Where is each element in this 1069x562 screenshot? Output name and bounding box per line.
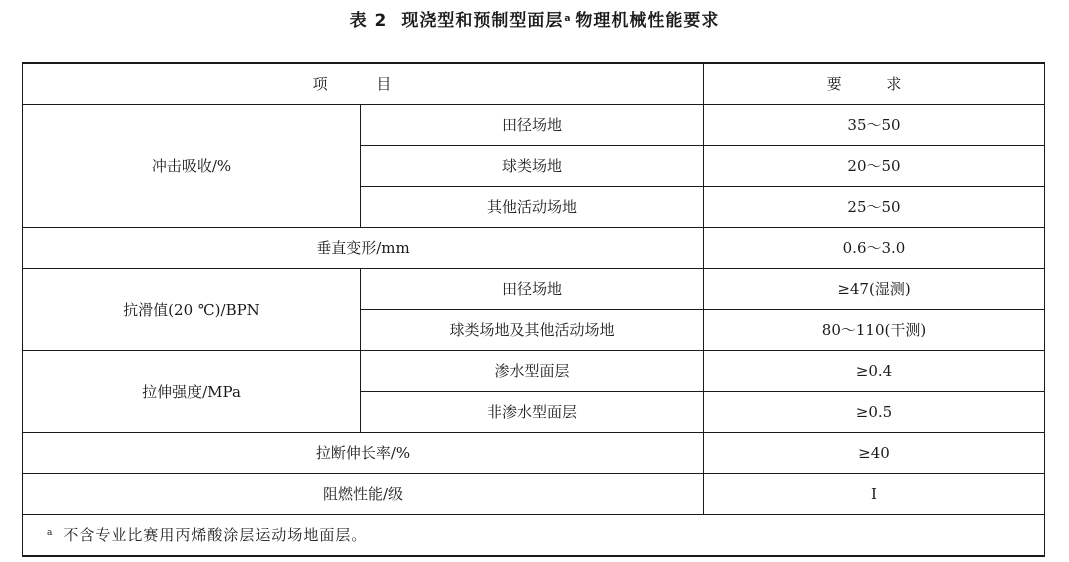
slip-value: ≥47(湿测) <box>704 269 1045 310</box>
table-row <box>23 474 1045 515</box>
impact-sub-label: 田径场地 <box>361 105 704 146</box>
flame-label: 阻燃性能/级 <box>23 474 704 515</box>
impact-value: 25～50 <box>704 187 1045 228</box>
header-requirement: 要 求 <box>704 63 1045 105</box>
tensile-value: ≥0.4 <box>704 351 1045 392</box>
table-row <box>23 351 1045 392</box>
footnote-text: 不含专业比赛用丙烯酸涂层运动场地面层。 <box>63 526 368 544</box>
impact-value: 35～50 <box>704 105 1045 146</box>
footnote-marker: a <box>47 528 54 538</box>
elongation-label: 拉断伸长率/% <box>23 433 704 474</box>
tensile-value: ≥0.5 <box>704 392 1045 433</box>
slip-value: 80～110(干测) <box>704 310 1045 351</box>
tensile-sub-label: 非渗水型面层 <box>361 392 704 433</box>
impact-sub-label: 其他活动场地 <box>361 187 704 228</box>
footnote <box>23 515 1045 557</box>
header-item: 项 目 <box>23 63 704 105</box>
table-row <box>23 433 1045 474</box>
deformation-label: 垂直变形/mm <box>23 228 704 269</box>
table-number: 表 2 <box>349 11 388 31</box>
slip-sub-label: 球类场地及其他活动场地 <box>361 310 704 351</box>
deformation-value: 0.6～3.0 <box>704 228 1045 269</box>
tensile-sub-label: 渗水型面层 <box>361 351 704 392</box>
footnote-row <box>23 515 1045 557</box>
caption-footnote-marker: a <box>564 14 572 24</box>
table-title-suffix: 物理机械性能要求 <box>575 11 720 31</box>
table-row <box>23 269 1045 310</box>
elongation-value: ≥40 <box>704 433 1045 474</box>
table-row <box>23 105 1045 146</box>
table-title: 现浇型和预制型面层 <box>401 11 564 31</box>
slip-sub-label: 田径场地 <box>361 269 704 310</box>
impact-value: 20～50 <box>704 146 1045 187</box>
tensile-label: 拉伸强度/MPa <box>23 351 361 433</box>
header-row <box>23 63 1045 105</box>
impact-sub-label: 球类场地 <box>361 146 704 187</box>
slip-label: 抗滑值(20 ℃)/BPN <box>23 269 361 351</box>
impact-label: 冲击吸收/% <box>23 105 361 228</box>
flame-value: Ⅰ <box>704 474 1045 515</box>
table-row <box>23 228 1045 269</box>
requirements-table <box>22 62 1045 557</box>
table-caption <box>0 8 1069 34</box>
